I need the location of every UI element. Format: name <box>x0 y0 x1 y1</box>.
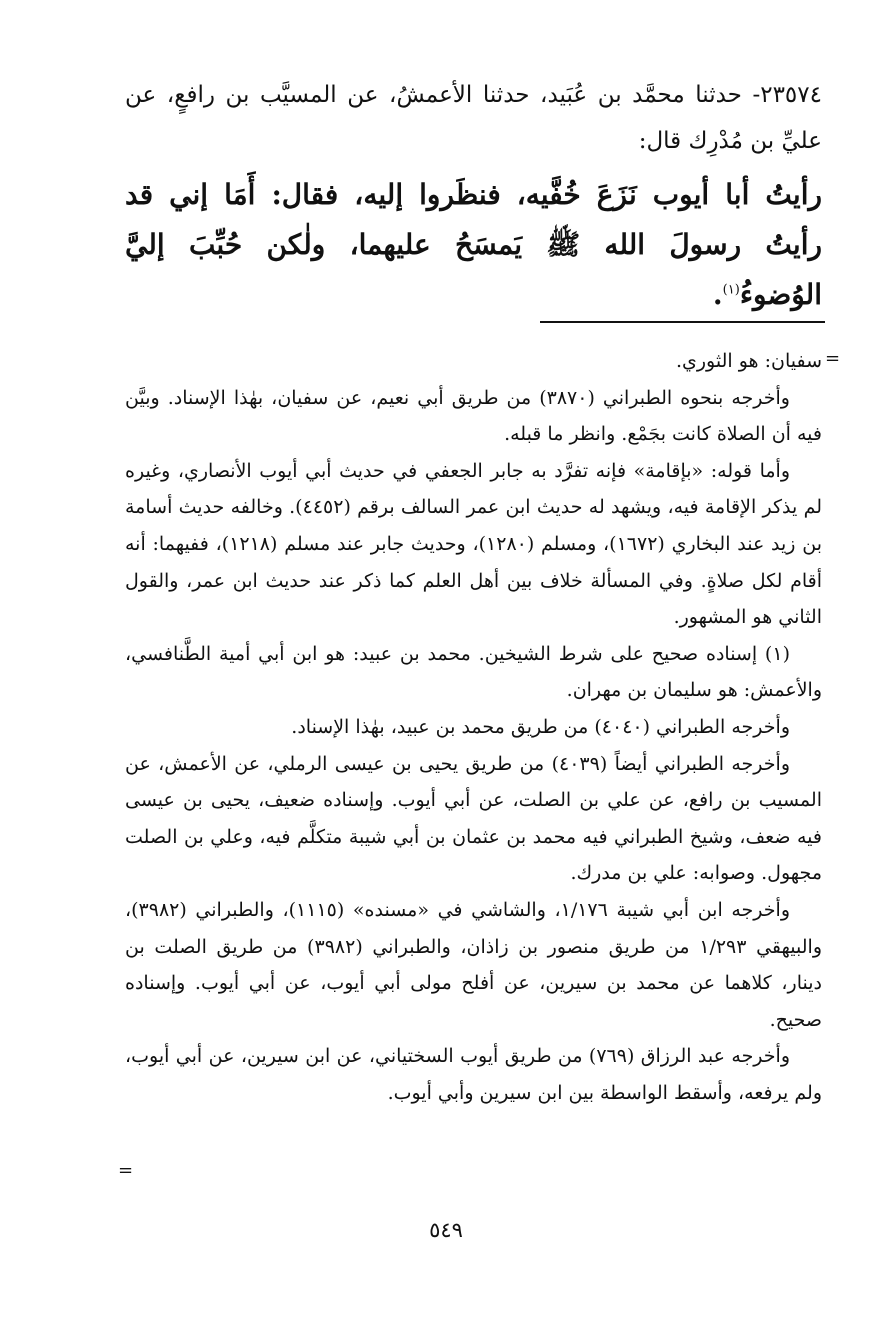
hadith-matn-text: رأيتُ أبا أيوب نَزَعَ خُفَّيه، فنظَروا إليه، فقال: أَمَا إني قد رأيتُ رسولَ الله ﷺ يَمسَحُ عليهما، ولٰكن حُبِّبَ إليَّ الوُضوءُ <box>125 178 822 311</box>
footnote-paragraph: وأخرجه ابن أبي شيبة ١/١٧٦، والشاشي في «مسنده» (١١١٥)، والطبراني (٣٩٨٢)، والبيهقي ١/٢٩٣ من طريق منصور بن زاذان، والطبراني (٣٩٨٢) من طريق الصلت بن دينار، كلاهما عن محمد بن سيرين، عن أفلح مولى أبي أيوب، عن أبي أيوب. وإسناده صحيح. <box>125 898 822 1031</box>
footnote-paragraph: (١) إسناده صحيح على شرط الشيخين. محمد بن عبيد: هو ابن أبي أمية الطَّنافسي، والأعمش: هو سليمان بن مهران. <box>125 642 822 702</box>
footnote-paragraph: وأخرجه الطبراني (٤٠٤٠) من طريق محمد بن عبيد، بهٰذا الإسناد. <box>291 715 790 738</box>
footnote-paragraph: وأخرجه عبد الرزاق (٧٦٩) من طريق أيوب السختياني، عن ابن سيرين، عن أبي أيوب، ولم يرفعه، وأسقط الواسطة بين ابن سيرين وأبي أيوب. <box>125 1045 822 1104</box>
footnote-continues-mark: = <box>118 1160 134 1181</box>
hadith-matn <box>125 170 822 320</box>
footnote-continued-mark: = <box>825 348 841 369</box>
footnote-paragraph: وأخرجه الطبراني أيضاً (٤٠٣٩) من طريق يحيى بن عيسى الرملي، عن الأعمش، عن المسيب بن رافع، عن علي بن الصلت، عن أبي أيوب. وإسناده ضعيف، يحيى بن عيسى فيه ضعف، وشيخ الطبراني فيه محمد بن عثمان بن أبي شيبة متكلَّم فيه، وعلي بن الصلت مجهول. وصوابه: علي بن مدرك. <box>125 752 822 885</box>
page-number: ٥٤٩ <box>429 1218 463 1242</box>
footnote-paragraph: سفيان: هو الثوري. <box>675 350 822 372</box>
hadith-text <box>125 72 822 320</box>
footnote-paragraph: وأما قوله: «بإقامة» فإنه تفرَّد به جابر الجعفي في حديث أبي أيوب الأنصاري، وغيره لم يذكر الإقامة فيه، ويشهد له حديث ابن عمر السالف برقم (٤٤٥٢). وخالفه حديث أسامة بن زيد عند البخاري (١٦٧٢)، ومسلم (١٢٨٠)، وحديث جابر عند مسلم (١٢١٨)، ففيهما: أنه أقام لكل صلاةٍ. وفي المسألة خلاف بين أهل العلم كما ذكر عند حديث ابن عمر، والقول الثاني هو المشهور. <box>125 459 823 629</box>
footnote-paragraph: وأخرجه بنحوه الطبراني (٣٨٧٠) من طريق أبي نعيم، عن سفيان، بهٰذا الإسناد. وبيَّن فيه أن الصلاة كانت بجَمْع. وانظر ما قبله. <box>125 386 822 446</box>
hadith-matn-end: . <box>712 278 723 311</box>
footnote-marker: (١) <box>722 282 740 298</box>
footnotes <box>125 343 822 1111</box>
hadith-isnad: ٢٣٥٧٤- حدثنا محمَّد بن عُبَيد، حدثنا الأعمشُ، عن المسيَّب بن رافعٍ، عن عليِّ بن مُدْرِك قال: <box>125 82 822 154</box>
footnote-separator <box>540 321 825 323</box>
